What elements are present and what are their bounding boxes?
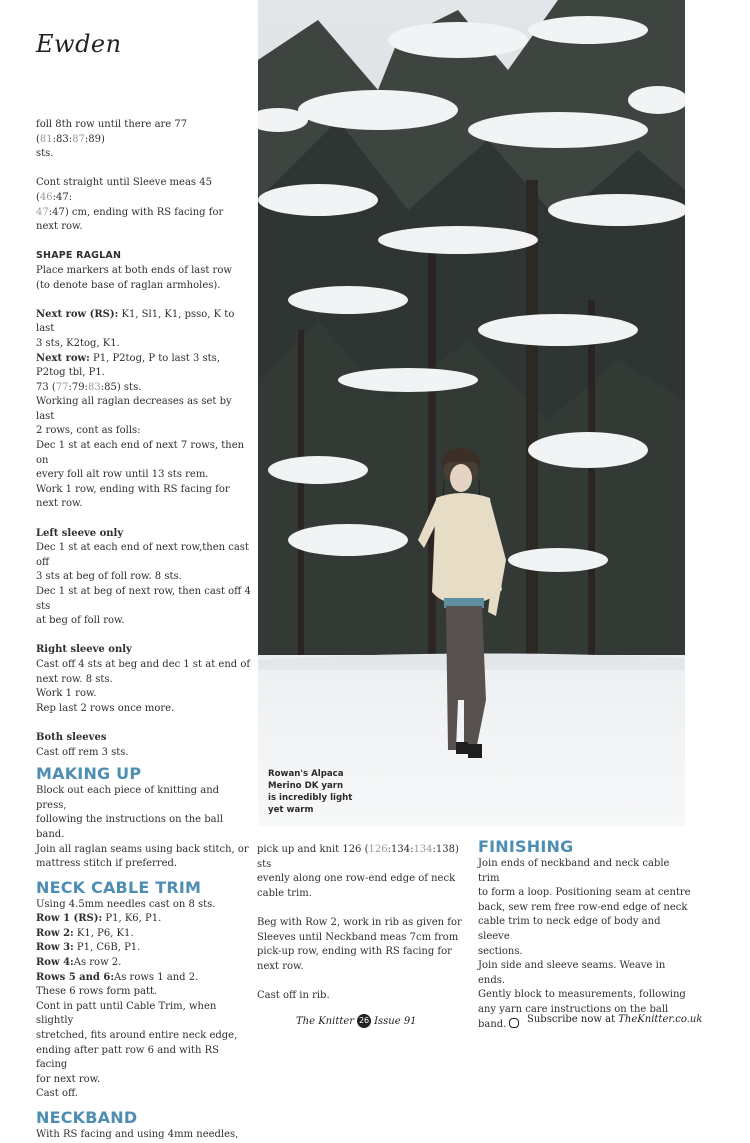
finishing-text: Join ends of neckband and neck cable trim to form a loop. Positioning seam at centre back, sew rem free row-end edge of neck cable trim to neck edge of body and sleeve sections. Join side and sleeve seams. Weave in ends. Gently block to measurements, following any yarn care instructions on the ball band. [478,858,691,1030]
paragraph-cont-straight: Cont straight until Sleeve meas 45 (46:47: 47:47) cm, ending with RS facing for next row. [36,177,224,233]
model-photo [258,0,685,826]
middle-column [257,843,462,1018]
neckband-rib-text: Beg with Row 2, work in rib as given for Sleeves until Neckband meas 7cm from pick-up row, ending with RS facing for next row. [257,916,462,972]
neck-cable-trim-text: Using 4.5mm needles cast on 8 sts. Row 1 (RS): P1, K6, P1. Row 2: K1, P6, K1. Row 3: P1, C6B, P1. Row 4:As row 2. Rows 5 and 6:As rows 1 and 2. These 6 rows form patt. Cont in patt until Cable Trim, when slightly stretched, fits around entire neck edge, ending after patt row 6 and with RS facing for next row. Cast off. [36,898,238,1100]
end-of-pattern-icon [509,1018,519,1028]
footer-subscribe: Subscribe now at TheKnitter.co.uk [527,1014,703,1025]
page-number: 26 [357,1014,371,1028]
neckband-heading: NECKBAND [36,1108,138,1127]
cast-off-rib-text: Cast off in rib. [257,989,330,1001]
neckband-pickup-text: pick up and knit 126 (126:134:134:138) sts evenly along one row-end edge of neck cable trim. [257,844,459,899]
finishing-heading: FINISHING [478,837,574,856]
neckband-text: With RS facing and using 4mm needles, [36,1129,239,1140]
right-sleeve-heading: Right sleeve only [36,644,132,656]
left-column [36,118,251,1143]
raglan-instructions: Next row (RS): K1, Sl1, K1, psso, K to last 3 sts, K2tog, K1. Next row: P1, P2tog, P to last 3 sts, P2tog tbl, P1. 73 (77:79:83:85) sts. Working all raglan decreases as set by last 2 rows, cont as folls: Dec 1 st at each end of next 7 rows, then on every foll alt row until 13 sts rem. Work 1 row, ending with RS facing for next row. [36,308,245,510]
right-column [478,837,693,1032]
both-sleeves-heading: Both sleeves [36,731,107,743]
neck-cable-trim-heading: NECK CABLE TRIM [36,877,202,897]
making-up-heading: MAKING UP [36,764,142,784]
subscribe-link[interactable]: TheKnitter.co.uk [618,1014,703,1025]
snowy-forest-photo [258,0,685,826]
left-sleeve-text: Dec 1 st at each end of next row,then cast off 3 sts at beg of foll row. 8 sts. Dec 1 st at beg of next row, then cast off 4 sts at beg of foll row. [36,542,251,627]
paragraph-increase: foll 8th row until there are 77 (81:83:87:89) sts. [36,119,188,160]
shape-raglan-text: Place markers at both ends of last row (to denote base of raglan armholes). [36,264,232,291]
both-sleeves-text: Cast off rem 3 sts. [36,746,129,758]
right-sleeve-text: Cast off 4 sts at beg and dec 1 st at end of next row. 8 sts. Work 1 row. Rep last 2 rows once more. [36,658,251,714]
photo-caption: Rowan's Alpaca Merino DK yarn is incredibly light yet warm [268,769,353,815]
shape-raglan-heading: SHAPE RAGLAN [36,250,122,262]
pattern-title: Ewden [36,30,122,58]
making-up-text: Block out each piece of knitting and press, following the instructions on the ball band. Join all raglan seams using back stitch, or mattress stitch if preferred. [36,785,249,870]
footer-magazine: The Knitter 26 Issue 91 [296,1016,417,1027]
left-sleeve-heading: Left sleeve only [36,527,124,539]
